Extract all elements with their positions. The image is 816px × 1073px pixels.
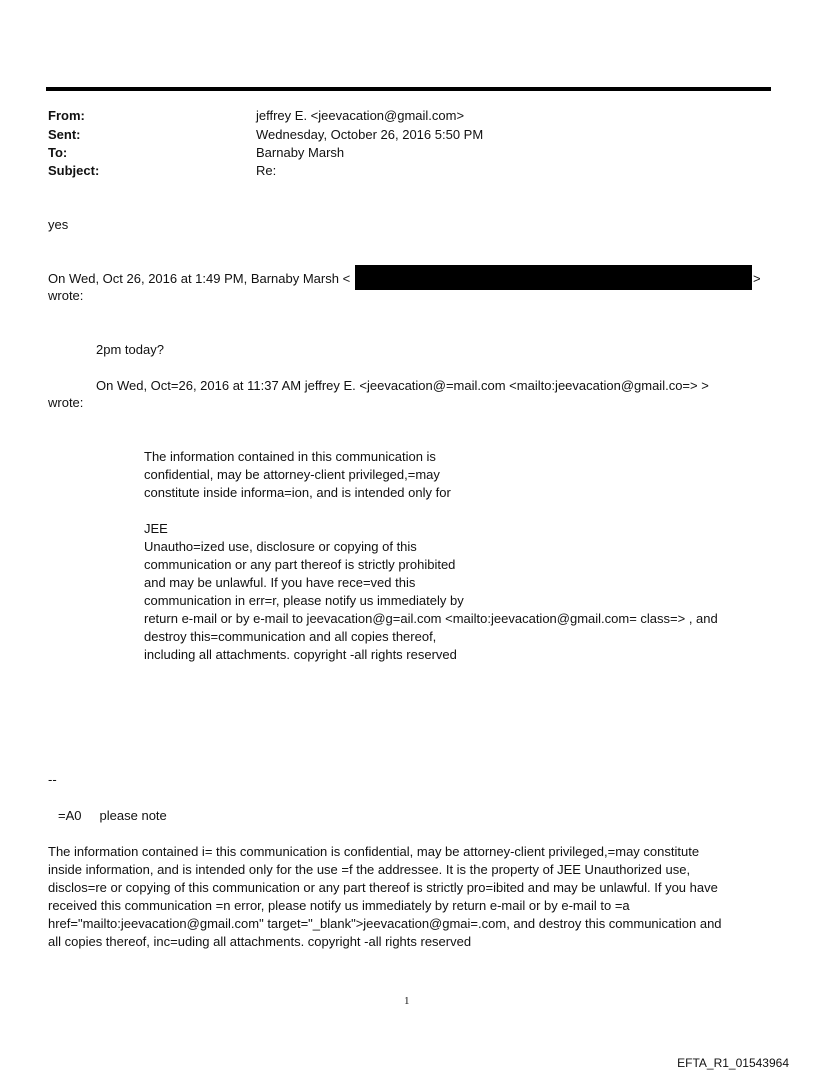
header-rule (46, 87, 771, 91)
footer-disclaimer-line: The information contained i= this communication is confidential, may be attorney-client privileged,=may constitute (48, 844, 700, 859)
quote1-line1-after: > (753, 271, 761, 286)
subject-value: Re: (256, 163, 277, 178)
footer-disclaimer-line: inside information, and is intended only for the use =f the addressee. It is the property of JEE Unauthorized use, (48, 862, 691, 877)
reply-text: yes (48, 217, 69, 232)
redaction-block (355, 265, 752, 290)
subject-label: Subject: (48, 163, 100, 178)
sent-label: Sent: (48, 127, 81, 142)
inner-disclaimer-line: communication or any part thereof is strictly prohibited (144, 557, 456, 572)
inner-disclaimer-line: constitute inside informa=ion, and is intended only for (144, 485, 451, 500)
inner-disclaimer-line: The information contained in this communication is (144, 449, 436, 464)
footer-disclaimer-line: received this communication =n error, please notify us immediately by return e-mail or by e-mail to =a (48, 898, 630, 913)
inner-disclaimer-line: return e-mail or by e-mail to jeevacation@g=ail.com <mailto:jeevacation@gmail.com= class=> , and (144, 611, 718, 626)
inner-disclaimer-line: Unautho=ized use, disclosure or copying of this (144, 539, 417, 554)
footer-disclaimer-line: all copies thereof, inc=uding all attachments. copyright -all rights reserved (48, 934, 472, 949)
inner-disclaimer-line: and may be unlawful. If you have rece=ved this (144, 575, 416, 590)
signature-note: =A0 please note (58, 808, 167, 823)
sent-value: Wednesday, October 26, 2016 5:50 PM (256, 127, 484, 142)
inner-disclaimer-line: JEE (144, 521, 168, 536)
inner-disclaimer-line: confidential, may be attorney-client privileged,=may (144, 467, 440, 482)
from-label: From: (48, 108, 85, 123)
document-id: EFTA_R1_01543964 (677, 1056, 789, 1070)
quote2-line2: wrote: (48, 395, 84, 410)
inner-disclaimer-line: including all attachments. copyright -all rights reserved (144, 647, 457, 662)
quote1-line2: wrote: (48, 288, 84, 303)
footer-disclaimer-line: href="mailto:jeevacation@gmail.com" target="_blank">jeevacation@gmai=.com, and destroy this communication and (48, 916, 722, 931)
to-label: To: (48, 145, 68, 160)
quote2-line1: On Wed, Oct=26, 2016 at 11:37 AM jeffrey E. <jeevacation@=mail.com <mailto:jeevacation@gmail.co=> > (96, 378, 709, 393)
inner-disclaimer-line: communication in err=r, please notify us immediately by (144, 593, 464, 608)
quote1-line1-before: On Wed, Oct 26, 2016 at 1:49 PM, Barnaby Marsh < (48, 271, 351, 286)
quote2-text: 2pm today? (96, 342, 164, 357)
page-number: 1 (404, 995, 410, 1007)
footer-disclaimer-line: disclos=re or copying of this communication or any part thereof is strictly pro=ibited and may be unlawful. If you have (48, 880, 718, 895)
inner-disclaimer-line: destroy this=communication and all copies thereof, (144, 629, 437, 644)
from-value: jeffrey E. <jeevacation@gmail.com> (256, 108, 465, 123)
to-value: Barnaby Marsh (256, 145, 345, 160)
signature-separator: -- (48, 772, 57, 787)
